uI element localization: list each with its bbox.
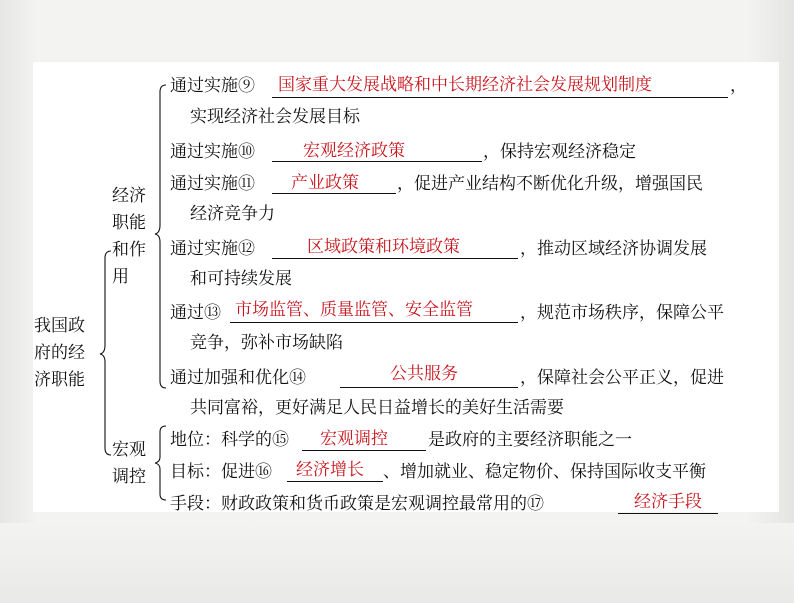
economic-heading xyxy=(112,183,146,291)
item11-answer: 产业政策 xyxy=(291,173,359,193)
item10-blank-underline xyxy=(272,161,482,162)
item17-answer: 经济手段 xyxy=(634,492,702,512)
item15-suffix: 是政府的主要经济职能之一 xyxy=(428,430,632,450)
item13-prefix: 通过⑬ xyxy=(170,303,221,323)
economic-heading-line3: 和作 xyxy=(112,240,146,260)
item14-prefix: 通过加强和优化⑭ xyxy=(170,368,306,388)
item15-answer: 宏观调控 xyxy=(320,429,388,449)
root-label-line2: 府的经 xyxy=(34,343,85,363)
item15-blank-underline xyxy=(302,450,426,451)
item12-answer: 区域政策和环境政策 xyxy=(307,237,460,257)
item13-suffix: ，规范市场秩序，保障公平 xyxy=(520,303,724,323)
root-label-line3: 济职能 xyxy=(34,370,85,390)
item11-continuation: 经济竞争力 xyxy=(190,204,275,224)
item12-suffix: ，推动区域经济协调发展 xyxy=(520,239,707,259)
item12-continuation: 和可持续发展 xyxy=(190,269,292,289)
item15-prefix: 地位：科学的⑮ xyxy=(170,430,289,450)
item13-blank-underline xyxy=(230,322,518,323)
macro-heading-line1: 宏观 xyxy=(112,440,146,460)
item13-answer: 市场监管、质量监管、安全监管 xyxy=(235,300,473,320)
economic-heading-line4: 用 xyxy=(112,267,129,287)
item16-suffix: 、增加就业、稳定物价、保持国际收支平衡 xyxy=(383,462,706,482)
item11-blank-underline xyxy=(272,193,396,194)
item14-blank-underline xyxy=(340,387,518,388)
item12-prefix: 通过实施⑫ xyxy=(170,239,255,259)
item13-continuation: 竞争，弥补市场缺陷 xyxy=(190,333,343,353)
root-label xyxy=(34,313,85,394)
item9-continuation: 实现经济社会发展目标 xyxy=(190,107,360,127)
item14-suffix: ，保障社会公平正义，促进 xyxy=(520,368,724,388)
item11-suffix: ，促进产业结构不断优化升级，增强国民 xyxy=(397,174,703,194)
item14-answer: 公共服务 xyxy=(390,364,458,384)
item17-prefix: 手段：财政政策和货币政策是宏观调控最常用的⑰ xyxy=(170,494,544,514)
economic-heading-line2: 职能 xyxy=(112,213,146,233)
macro-brace xyxy=(155,426,166,500)
item9-blank-underline xyxy=(272,97,728,98)
item12-blank-underline xyxy=(272,258,518,259)
item9-answer: 国家重大发展战略和中长期经济社会发展规划制度 xyxy=(278,75,652,95)
item10-suffix: ，保持宏观经济稳定 xyxy=(483,142,636,162)
item9-prefix: 通过实施⑨ xyxy=(170,76,255,96)
item17-blank-underline xyxy=(618,513,718,514)
root-label-line1: 我国政 xyxy=(34,316,85,336)
root-brace xyxy=(100,251,111,455)
item11-prefix: 通过实施⑪ xyxy=(170,174,255,194)
item10-answer: 宏观经济政策 xyxy=(303,141,405,161)
item9-suffix: ， xyxy=(730,76,747,96)
economic-heading-line1: 经济 xyxy=(112,186,146,206)
item16-prefix: 目标：促进⑯ xyxy=(170,462,272,482)
economic-brace xyxy=(155,85,166,388)
item16-blank-underline xyxy=(287,481,383,482)
item16-answer: 经济增长 xyxy=(296,460,364,480)
macro-heading xyxy=(112,437,146,491)
item10-prefix: 通过实施⑩ xyxy=(170,142,255,162)
item14-continuation: 共同富裕，更好满足人民日益增长的美好生活需要 xyxy=(190,398,564,418)
macro-heading-line2: 调控 xyxy=(112,467,146,487)
